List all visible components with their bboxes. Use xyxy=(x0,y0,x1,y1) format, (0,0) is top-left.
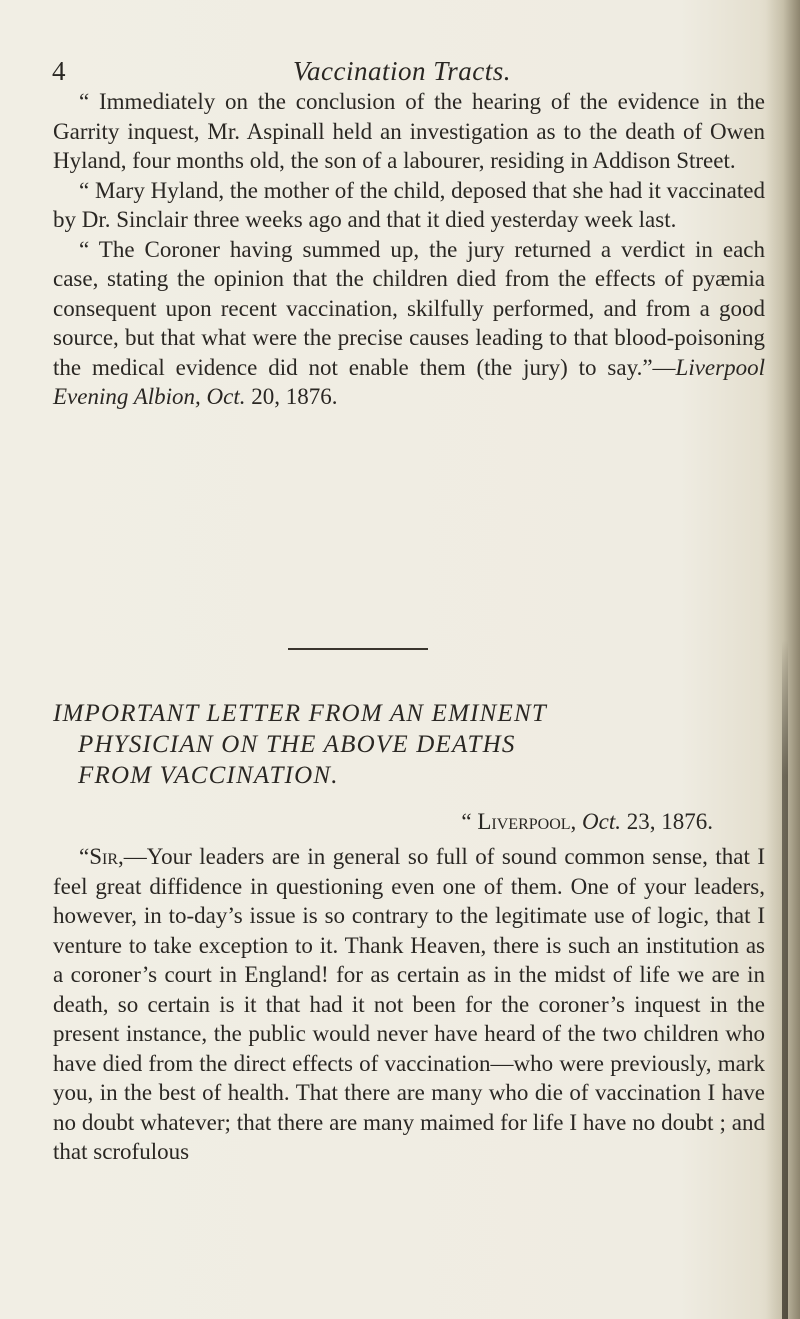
letter-body xyxy=(53,842,765,1167)
running-title: Vaccination Tracts. xyxy=(293,56,511,86)
dateline-month: Oct. xyxy=(582,809,621,834)
letter-text: —Your leaders are in general so full of sound common sense, that I feel great diffidence in questioning even one of them. One of your leaders, however, in to-day’s issue is so contrary to the legitimate use of logic, that I venture to take exception to it. Thank Heaven, there is such an institution as a coroner’s court in England! for as certain as in the midst of life we are in death, so certain is it that had it not been for the coroner’s inquest in the present instance, the public would never have heard of the two children who have died from the direct effects of vaccination—who were previously, mark you, in the best of health. That there are many who die of vaccination I have no doubt whatever; that there are many maimed for life I have no doubt ; and that scrofulous xyxy=(53,844,765,1164)
verdict-text: “ The Coroner having summed up, the jury returned a verdict in each case, stating the opinion that the children died from the effects of pyæmia consequent upon recent vaccination, skilfully performed, and from a good source, but that what were the precise causes leading to that blood-poisoning the medical evidence did not enable them (the jury) to say.”— xyxy=(53,236,765,380)
letter-paragraph xyxy=(53,842,765,1167)
page-number: 4 xyxy=(52,56,66,86)
paragraph-garrity-inquest: “ Immediately on the conclusion of the hearing of the evidence in the Garrity inquest, Mr. Aspinall held an investigation as to the death of Owen Hyland, four months old, the son of a labourer, residing in Addison Street. xyxy=(53,89,765,173)
salutation-quote: “ xyxy=(79,844,90,869)
dateline-quote: “ xyxy=(461,809,478,834)
section-divider xyxy=(288,648,428,650)
binding-edge xyxy=(782,640,788,1319)
salutation: Sir, xyxy=(89,844,124,869)
source-date: 20, 1876. xyxy=(245,384,338,409)
letter-dateline xyxy=(461,809,713,835)
source-citation: Liverpool Evening Albion, Oct. xyxy=(53,354,765,409)
inquest-report xyxy=(53,87,765,412)
letter-heading xyxy=(53,698,765,791)
heading-line-2: PHYSICIAN ON THE ABOVE DEATHS xyxy=(78,731,516,758)
dateline-rest: 23, 1876. xyxy=(621,809,713,834)
paragraph-coroner-verdict xyxy=(53,235,765,412)
dateline-place: Liverpool, xyxy=(477,809,577,834)
paragraph-mary-hyland: “ Mary Hyland, the mother of the child, deposed that she had it vaccinated by Dr. Sinclair three weeks ago and that it died yesterday week last. xyxy=(53,177,765,232)
heading-line-1: IMPORTANT LETTER FROM AN EMINENT xyxy=(53,700,547,727)
heading-line-3: FROM VACCINATION. xyxy=(78,762,339,789)
